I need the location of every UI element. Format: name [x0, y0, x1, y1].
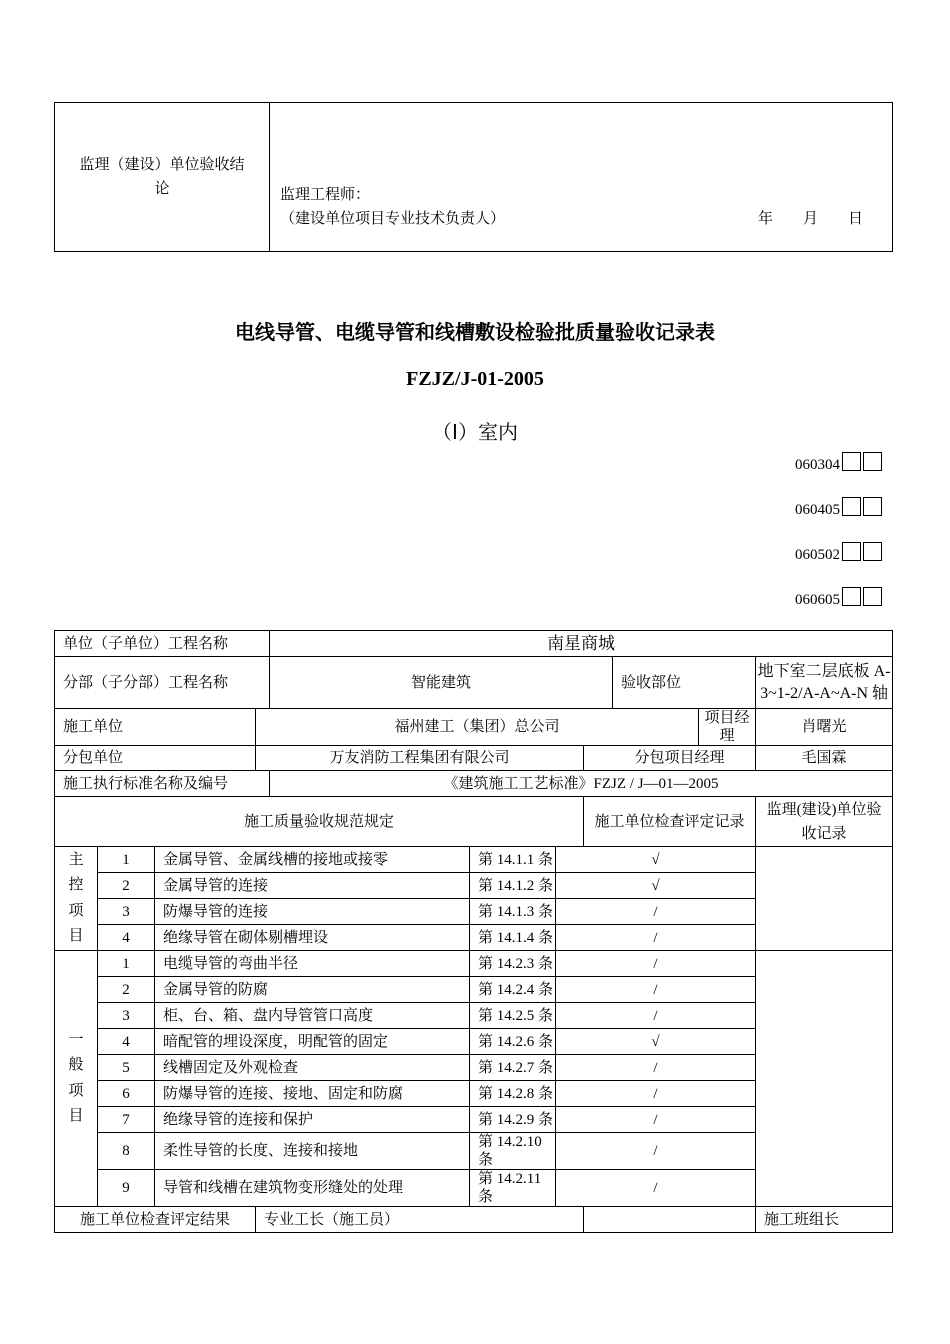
item-name: 导管和线槽在建筑物变形缝处的处理 [155, 1170, 470, 1207]
owner-rep-label: （建设单位项目专业技术负责人） [280, 211, 506, 227]
foreman-label: 专业工长（施工员） [256, 1207, 584, 1233]
group-char: 般 [68, 1057, 84, 1073]
item-number: 9 [98, 1170, 155, 1207]
date-label: 年 月 日 [758, 211, 864, 227]
item-result: / [556, 1003, 756, 1029]
inspection-record-table [54, 630, 893, 1233]
general-group-label [55, 951, 98, 1207]
code-checkbox[interactable] [842, 542, 861, 561]
main-control-group-label [55, 847, 98, 951]
group-char: 主 [68, 851, 84, 868]
table-row [55, 847, 893, 873]
supervision-label-line1: 监理（建设）单位验收结 [79, 157, 245, 173]
division-name-value: 智能建筑 [270, 657, 613, 709]
standard-value: 《建筑施工工艺标准》FZJZ / J—01—2005 [270, 771, 893, 797]
code-checkbox[interactable] [863, 587, 882, 606]
unit-name-label: 单位（子单位）工程名称 [55, 631, 270, 657]
item-name: 柜、台、箱、盘内导管管口高度 [155, 1003, 470, 1029]
group-char: 目 [68, 1108, 84, 1124]
item-result: / [556, 1107, 756, 1133]
item-number: 3 [98, 899, 155, 925]
item-number: 1 [98, 847, 155, 873]
form-title: 电线导管、电缆导管和线槽敷设检验批质量验收记录表 [235, 320, 715, 344]
code-line-4 [795, 587, 882, 609]
item-clause: 第 14.2.11 条 [470, 1170, 556, 1207]
item-clause: 第 14.1.3 条 [470, 899, 556, 925]
sub-pm-value: 毛国霖 [756, 746, 893, 771]
item-number: 2 [98, 873, 155, 899]
item-result: √ [556, 847, 756, 873]
code-line-1 [795, 452, 882, 474]
item-number: 7 [98, 1107, 155, 1133]
item-result: / [556, 1170, 756, 1207]
project-manager-value: 肖曙光 [756, 709, 893, 746]
supervisor-check-header [756, 797, 893, 847]
code-text: 060605 [795, 592, 840, 608]
item-result: / [556, 899, 756, 925]
item-name: 线槽固定及外观检查 [155, 1055, 470, 1081]
group-char: 一 [68, 1031, 84, 1048]
item-number: 3 [98, 1003, 155, 1029]
item-result: √ [556, 1029, 756, 1055]
code-text: 060502 [795, 547, 840, 563]
item-name: 绝缘导管在砌体剔槽埋设 [155, 925, 470, 951]
item-number: 8 [98, 1133, 155, 1170]
group-char: 控 [68, 877, 84, 893]
item-result: / [556, 977, 756, 1003]
item-clause: 第 14.2.7 条 [470, 1055, 556, 1081]
general-supervisor-cell[interactable] [756, 951, 893, 1207]
supervision-conclusion-table [54, 102, 893, 252]
group-char: 目 [68, 928, 84, 944]
group-char: 项 [68, 902, 84, 919]
item-clause: 第 14.2.9 条 [470, 1107, 556, 1133]
code-line-3 [795, 542, 882, 564]
item-name: 柔性导管的长度、连接和接地 [155, 1133, 470, 1170]
form-subtitle: （Ⅰ）室内 [432, 420, 518, 444]
check-result-label: 施工单位检查评定结果 [55, 1207, 256, 1233]
standard-code: FZJZ/J-01-2005 [406, 368, 544, 390]
item-name: 电缆导管的弯曲半径 [155, 951, 470, 977]
item-result: / [556, 1081, 756, 1107]
item-name: 暗配管的埋设深度，明配管的固定 [155, 1029, 470, 1055]
item-name: 金属导管的连接 [155, 873, 470, 899]
code-checkbox[interactable] [842, 587, 861, 606]
item-result: / [556, 1133, 756, 1170]
subcontractor-label: 分包单位 [55, 746, 256, 771]
item-clause: 第 14.2.3 条 [470, 951, 556, 977]
contractor-check-header: 施工单位检查评定记录 [584, 797, 756, 847]
item-name: 防爆导管的连接 [155, 899, 470, 925]
item-result: / [556, 1055, 756, 1081]
item-clause: 第 14.1.4 条 [470, 925, 556, 951]
contractor-value: 福州建工（集团）总公司 [256, 709, 699, 746]
code-checkbox[interactable] [842, 497, 861, 516]
item-clause: 第 14.1.2 条 [470, 873, 556, 899]
item-number: 4 [98, 925, 155, 951]
item-number: 2 [98, 977, 155, 1003]
inspection-part-value: 地下室二层底板 A-3~1-2/A-A~A-N 轴 [756, 657, 893, 709]
code-checkbox[interactable] [842, 452, 861, 471]
item-result: / [556, 951, 756, 977]
code-checkbox[interactable] [863, 452, 882, 471]
standard-label: 施工执行标准名称及编号 [55, 771, 270, 797]
division-name-label: 分部（子分部）工程名称 [55, 657, 270, 709]
supervision-label-cell [55, 103, 270, 252]
supervision-content-cell [270, 103, 893, 252]
item-clause: 第 14.2.6 条 [470, 1029, 556, 1055]
foreman-signature-cell[interactable] [584, 1207, 756, 1233]
item-number: 6 [98, 1081, 155, 1107]
code-checkbox[interactable] [863, 497, 882, 516]
unit-name-value: 南星商城 [270, 631, 893, 657]
item-number: 4 [98, 1029, 155, 1055]
supervisor-header-line1: 监理(建设)单位验 [766, 801, 882, 818]
team-leader-label: 施工班组长 [756, 1207, 893, 1233]
item-name: 绝缘导管的连接和保护 [155, 1107, 470, 1133]
sub-pm-label: 分包项目经理 [584, 746, 756, 771]
item-clause: 第 14.2.4 条 [470, 977, 556, 1003]
item-name: 金属导管、金属线槽的接地或接零 [155, 847, 470, 873]
supervision-label-line2: 论 [154, 181, 170, 197]
spec-header: 施工质量验收规范规定 [55, 797, 584, 847]
engineer-label: 监理工程师： [280, 187, 371, 203]
item-result: / [556, 925, 756, 951]
code-checkbox[interactable] [863, 542, 882, 561]
code-line-2 [795, 497, 882, 519]
code-text: 060405 [795, 502, 840, 518]
project-manager-label: 项目经理 [699, 709, 756, 746]
supervisor-header-line2: 收记录 [801, 825, 847, 842]
item-number: 1 [98, 951, 155, 977]
item-clause: 第 14.2.8 条 [470, 1081, 556, 1107]
inspection-part-label: 验收部位 [613, 657, 756, 709]
group-char: 项 [68, 1082, 84, 1099]
code-text: 060304 [795, 457, 840, 473]
item-number: 5 [98, 1055, 155, 1081]
item-clause: 第 14.2.5 条 [470, 1003, 556, 1029]
item-result: √ [556, 873, 756, 899]
contractor-label: 施工单位 [55, 709, 256, 746]
table-row [55, 951, 893, 977]
subcontractor-value: 万友消防工程集团有限公司 [256, 746, 584, 771]
item-clause: 第 14.1.1 条 [470, 847, 556, 873]
item-name: 防爆导管的连接、接地、固定和防腐 [155, 1081, 470, 1107]
main-control-supervisor-cell[interactable] [756, 847, 893, 951]
item-name: 金属导管的防腐 [155, 977, 470, 1003]
item-clause: 第 14.2.10 条 [470, 1133, 556, 1170]
